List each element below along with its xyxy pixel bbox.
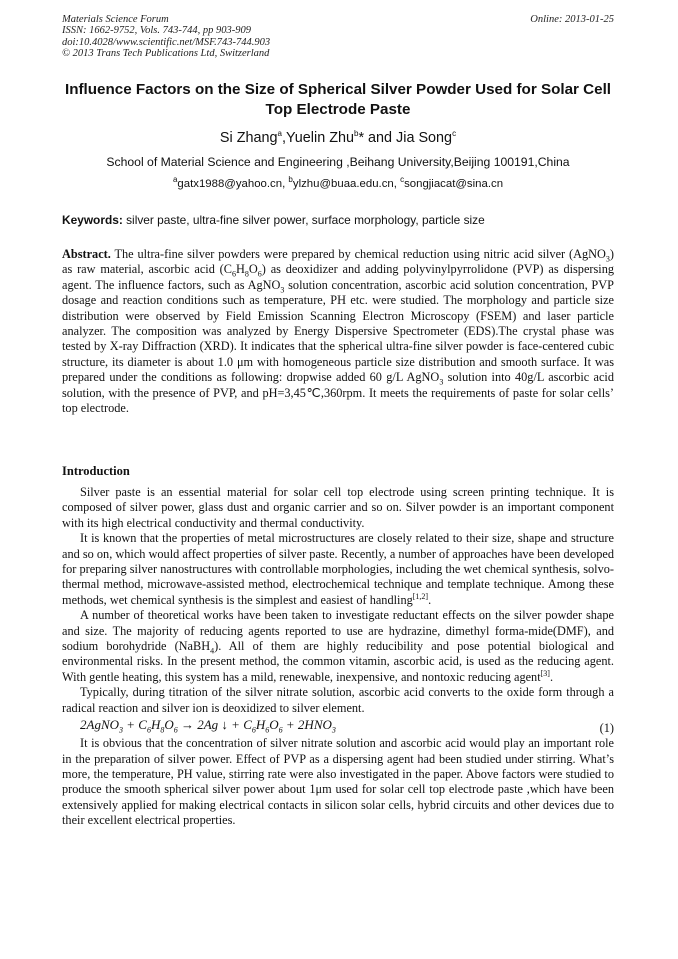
paragraph: It is obvious that the concentration of silver nitrate solution and ascorbic acid would play an important role in the preparation of silver power. Effect of PVP as a dispersing agent had been studied under stirring. What’s more, the temperature, PH value, stirring rate were also investigated in the paper. Above factors were studied to produce the smooth spherical silver power about 1μm used for solar cell top electrode paste ,which have been extensively applied for making electrical contacts in silicon solar cells, hybrid circuits and other devices due to their excellent electrical properties.: [62, 736, 614, 828]
introduction-body: [62, 485, 614, 829]
issn-line: ISSN: 1662-9752, Vols. 743-744, pp 903-909: [62, 25, 251, 37]
journal-header: [62, 14, 614, 60]
keywords: [62, 213, 614, 227]
paragraph: Typically, during titration of the silver nitrate solution, ascorbic acid converts to the oxide form through a radical reaction and silver ion is deoxidized to silver element.: [62, 685, 614, 715]
online-date: Online: 2013-01-25: [530, 14, 614, 25]
introduction-heading: Introduction: [62, 464, 130, 478]
equation-formula: 2AgNO$_3$ + $C_6H_8O_6 \to 2Ag$ ↓ + $C_6H_6O_6 + 2HNO_3$: [80, 717, 336, 735]
abstract-label: Abstract.: [62, 247, 111, 261]
copyright-line: © 2013 Trans Tech Publications Ltd, Switzerland: [62, 48, 270, 60]
paragraph: It is known that the properties of metal microstructures are closely related to their size, shape and structure and so on, which would affect properties of silver paste. Recently, a number of approaches have been developed for preparing silver nanostructures with controllable morphologies, including the wet chemical synthesis, solvo-thermal method, microwave-assisted method, electrochemical technique and template technique. Among these methods, wet chemical synthesis is the simplest and easiest of handling[1,2].: [62, 531, 614, 607]
paper-title: Influence Factors on the Size of Spherical Silver Powder Used for Solar Cell Top Electrode Paste: [64, 81, 612, 118]
email-line: $^a$gatx1988@yahoo.cn, $^b$ylzhu@buaa.edu.cn, $^c$songjiacat@sina.cn: [172, 175, 504, 190]
citation: [3]: [540, 668, 550, 678]
doi-line: doi:10.4028/www.scientific.net/MSF.743-744.903: [62, 36, 271, 48]
citation: [1,2]: [412, 591, 429, 601]
abstract: Abstract. The ultra-fine silver powders were prepared by chemical reduction using nitric acid silver (AgNO$_3$) as raw material, ascorbic acid $(C_6H_8O_6)$ as deoxidizer and adding polyvinylpyrrolidone (PVP) as dispersing agent. The influence factors, such as AgNO$_3$ solution concentration, ascorbic acid solution concentration, PVP dosage and reaction conditions such as temperature, PH etc. were studied. The morphology and particle size distribution were observed by Field Emission Scanning Electron Microscopy (FSEM) and laser particle analyzer. The composition was analyzed by Energy Dispersive Spectrometer (EDS).The crystal phase was tested by X-ray Diffraction (XRD). It indicates that the spherical ultra-fine silver powder is face-centered cubic structure, its diameter is about 1.0 μm with homogeneous particle size distribution and smooth surface. It was prepared under the conditions as following: dropwise added 60 g/L AgNO$_3$ solution into 40g/L ascorbic acid solution, with the presence of PVP, and pH=3,45℃,360rpm. It meets the requirements of paste for solar cells’ top electrode.: [62, 247, 614, 416]
paragraph: Silver paste is an essential material for solar cell top electrode using screen printing technique. It is composed of silver power, glass dust and organic carrier and so on. Silver powder is an important component with its high electrical conductivity and thermal conductivity.: [62, 485, 614, 530]
journal-name: Materials Science Forum: [62, 14, 169, 25]
equation-number: (1): [599, 721, 614, 736]
affiliation: School of Material Science and Engineering ,Beihang University,Beijing 100191,China: [106, 155, 570, 169]
paragraph: A number of theoretical works have been taken to investigate reductant effects on the silver powder shape and size. The majority of reducing agents reported to use are hydrazine, dimethyl forma-mide(DMF), and sodium borohydride (NaBH$_4$). All of them are highly reducibility and pose potential biological and environmental risks. In the present method, the common vitamin, ascorbic acid, is used as the reducing agent. With gentle heating, this system has a mild, renewable, inexpensive, and nontoxic reducing agent[3].: [62, 608, 614, 684]
keywords-label: Keywords:: [62, 213, 123, 227]
author-line: Si Zhang$^a$,Yuelin Zhu$^b$* and Jia Song$^c$: [219, 129, 457, 146]
keywords-text: silver paste, ultra-fine silver power, surface morphology, particle size: [122, 213, 485, 227]
equation-1: [62, 716, 614, 736]
